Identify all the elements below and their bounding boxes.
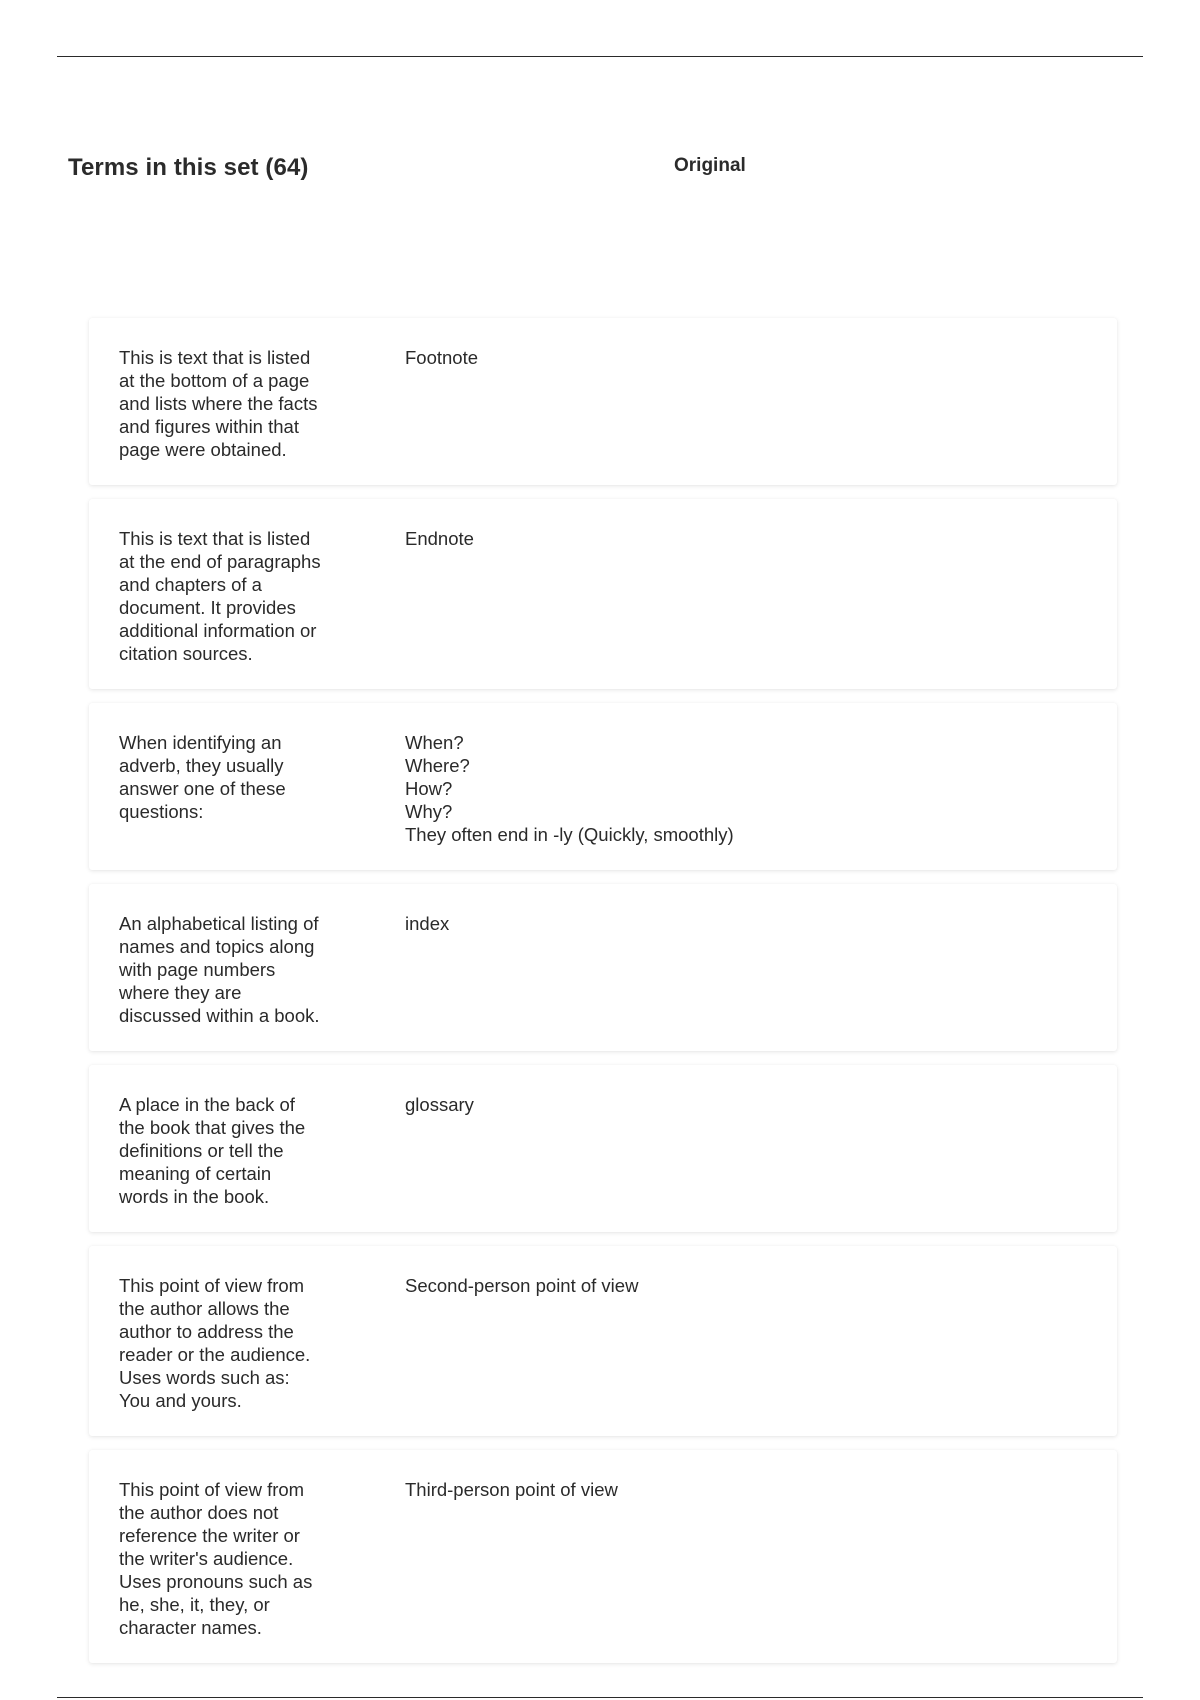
term-card[interactable] [89,1450,1117,1663]
term-text: An alphabetical listing of names and topics along with page numbers where they are discussed within a book. [119,913,320,1026]
term-text: This point of view from the author does not reference the writer or the writer's audience. Uses pronouns such as he, she, it, they, or character names. [119,1479,313,1638]
term-text: A place in the back of the book that gives the definitions or tell the meaning of certain words in the book. [119,1094,306,1207]
term-card[interactable] [89,1246,1117,1436]
term-text: When identifying an adverb, they usually answer one of these questions: [119,732,286,822]
definition-text: Endnote [405,528,474,549]
term-card-list [89,318,1117,1677]
term-text: This point of view from the author allows the author to address the reader or the audience. Uses words such as: You and yours. [119,1275,311,1411]
set-header [68,150,1128,190]
top-rule [57,56,1143,57]
term-card[interactable] [89,703,1117,870]
term-card[interactable] [89,499,1117,689]
term-card[interactable] [89,1065,1117,1232]
definition-text: index [405,913,450,934]
definition-text: Third-person point of view [405,1479,618,1500]
definition-text: glossary [405,1094,474,1115]
term-text: This is text that is listed at the end of paragraphs and chapters of a document. It provides additional information or citation sources. [119,528,321,664]
definition-text: Footnote [405,347,479,368]
set-title: Terms in this set (64) [68,154,309,181]
term-card[interactable] [89,884,1117,1051]
bottom-rule [57,1697,1143,1698]
definition-text: When? Where? How? Why? They often end in -ly (Quickly, smoothly) [405,732,734,845]
term-card[interactable] [89,318,1117,485]
term-text: This is text that is listed at the bottom of a page and lists where the facts and figures within that page were obtained. [119,347,318,460]
definition-text: Second-person point of view [405,1275,639,1296]
sort-order-label[interactable]: Original [674,155,746,176]
